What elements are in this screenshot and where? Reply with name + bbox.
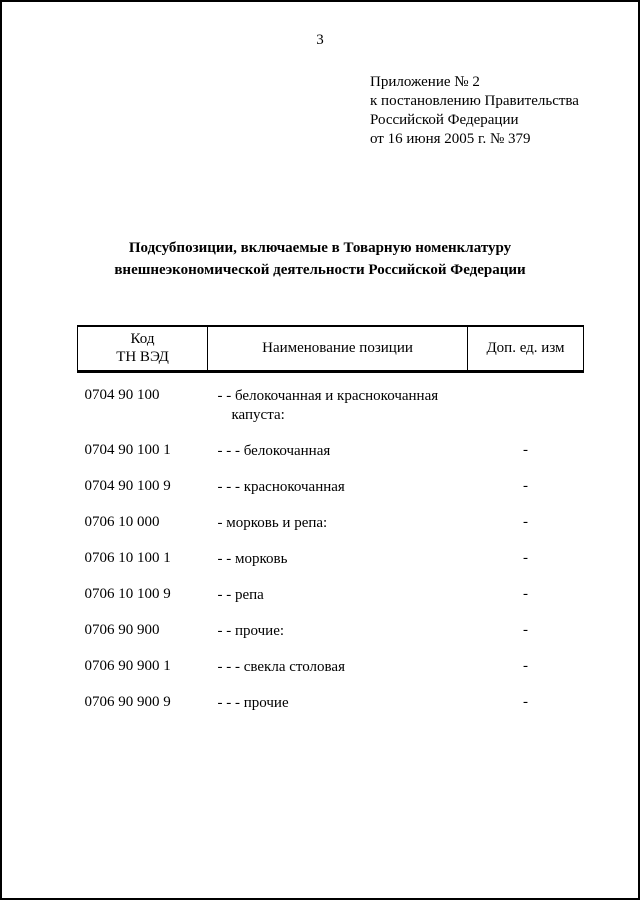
table-row: [78, 614, 584, 650]
annex-line: Российской Федерации: [370, 112, 519, 128]
cell-code: 0706 90 900 9: [84, 694, 171, 710]
commodity-table: [77, 325, 584, 722]
table-row: [78, 434, 584, 470]
title-line: внешнеэкономической деятельности Российской Федерации: [114, 262, 526, 278]
cell-code: 0706 90 900: [84, 622, 160, 638]
cell-unit: -: [523, 550, 528, 566]
table-row: [78, 542, 584, 578]
cell-name: - морковь и репа:: [217, 515, 328, 531]
cell-name: - - - краснокочанная: [217, 479, 345, 495]
cell-code: 0704 90 100 9: [84, 478, 171, 494]
cell-unit: -: [523, 478, 528, 494]
cell-unit: -: [523, 442, 528, 458]
table-row: [78, 578, 584, 614]
cell-name: - - репа: [217, 587, 264, 603]
table-row: [78, 506, 584, 542]
annex-line: Приложение № 2: [370, 74, 480, 90]
cell-name: - - - прочие: [217, 695, 289, 711]
cell-code: 0706 90 900 1: [84, 658, 171, 674]
cell-unit: -: [523, 622, 528, 638]
cell-unit: [468, 372, 584, 435]
annex-line: к постановлению Правительства: [370, 93, 579, 109]
table-body: [78, 372, 584, 723]
cell-name: - - прочие:: [217, 623, 285, 639]
cell-unit: -: [523, 658, 528, 674]
page-number: 3: [316, 32, 324, 48]
document-title: [2, 237, 638, 281]
header-code-line2: ТН ВЭД: [116, 349, 169, 365]
cell-name: - - - белокочанная: [217, 443, 331, 459]
header-code-line1: Код: [130, 331, 155, 347]
title-line: Подсубпозиции, включаемые в Товарную номенклатуру: [128, 240, 512, 256]
cell-name: - - морковь: [217, 551, 288, 567]
cell-name: - - - свекла столовая: [217, 659, 345, 675]
cell-name: - - белокочанная и краснокочанная капуста:: [217, 388, 439, 423]
cell-code: 0706 10 100 9: [84, 586, 171, 602]
annex-block: [370, 73, 638, 149]
cell-code: 0704 90 100 1: [84, 442, 171, 458]
cell-unit: -: [523, 586, 528, 602]
cell-code: 0704 90 100: [84, 387, 160, 403]
header-name: Наименование позиции: [208, 326, 468, 372]
table-header: [78, 326, 584, 372]
table-row: [78, 470, 584, 506]
table-row: [78, 650, 584, 686]
table-row: [78, 372, 584, 435]
header-code: [78, 326, 208, 372]
cell-code: 0706 10 100 1: [84, 550, 171, 566]
table-row: [78, 686, 584, 722]
table-header-row: [78, 326, 584, 372]
annex-line: от 16 июня 2005 г. № 379: [370, 131, 531, 147]
cell-unit: -: [523, 514, 528, 530]
cell-code: 0706 10 000: [84, 514, 160, 530]
cell-unit: -: [523, 694, 528, 710]
header-unit: Доп. ед. изм: [468, 326, 584, 372]
